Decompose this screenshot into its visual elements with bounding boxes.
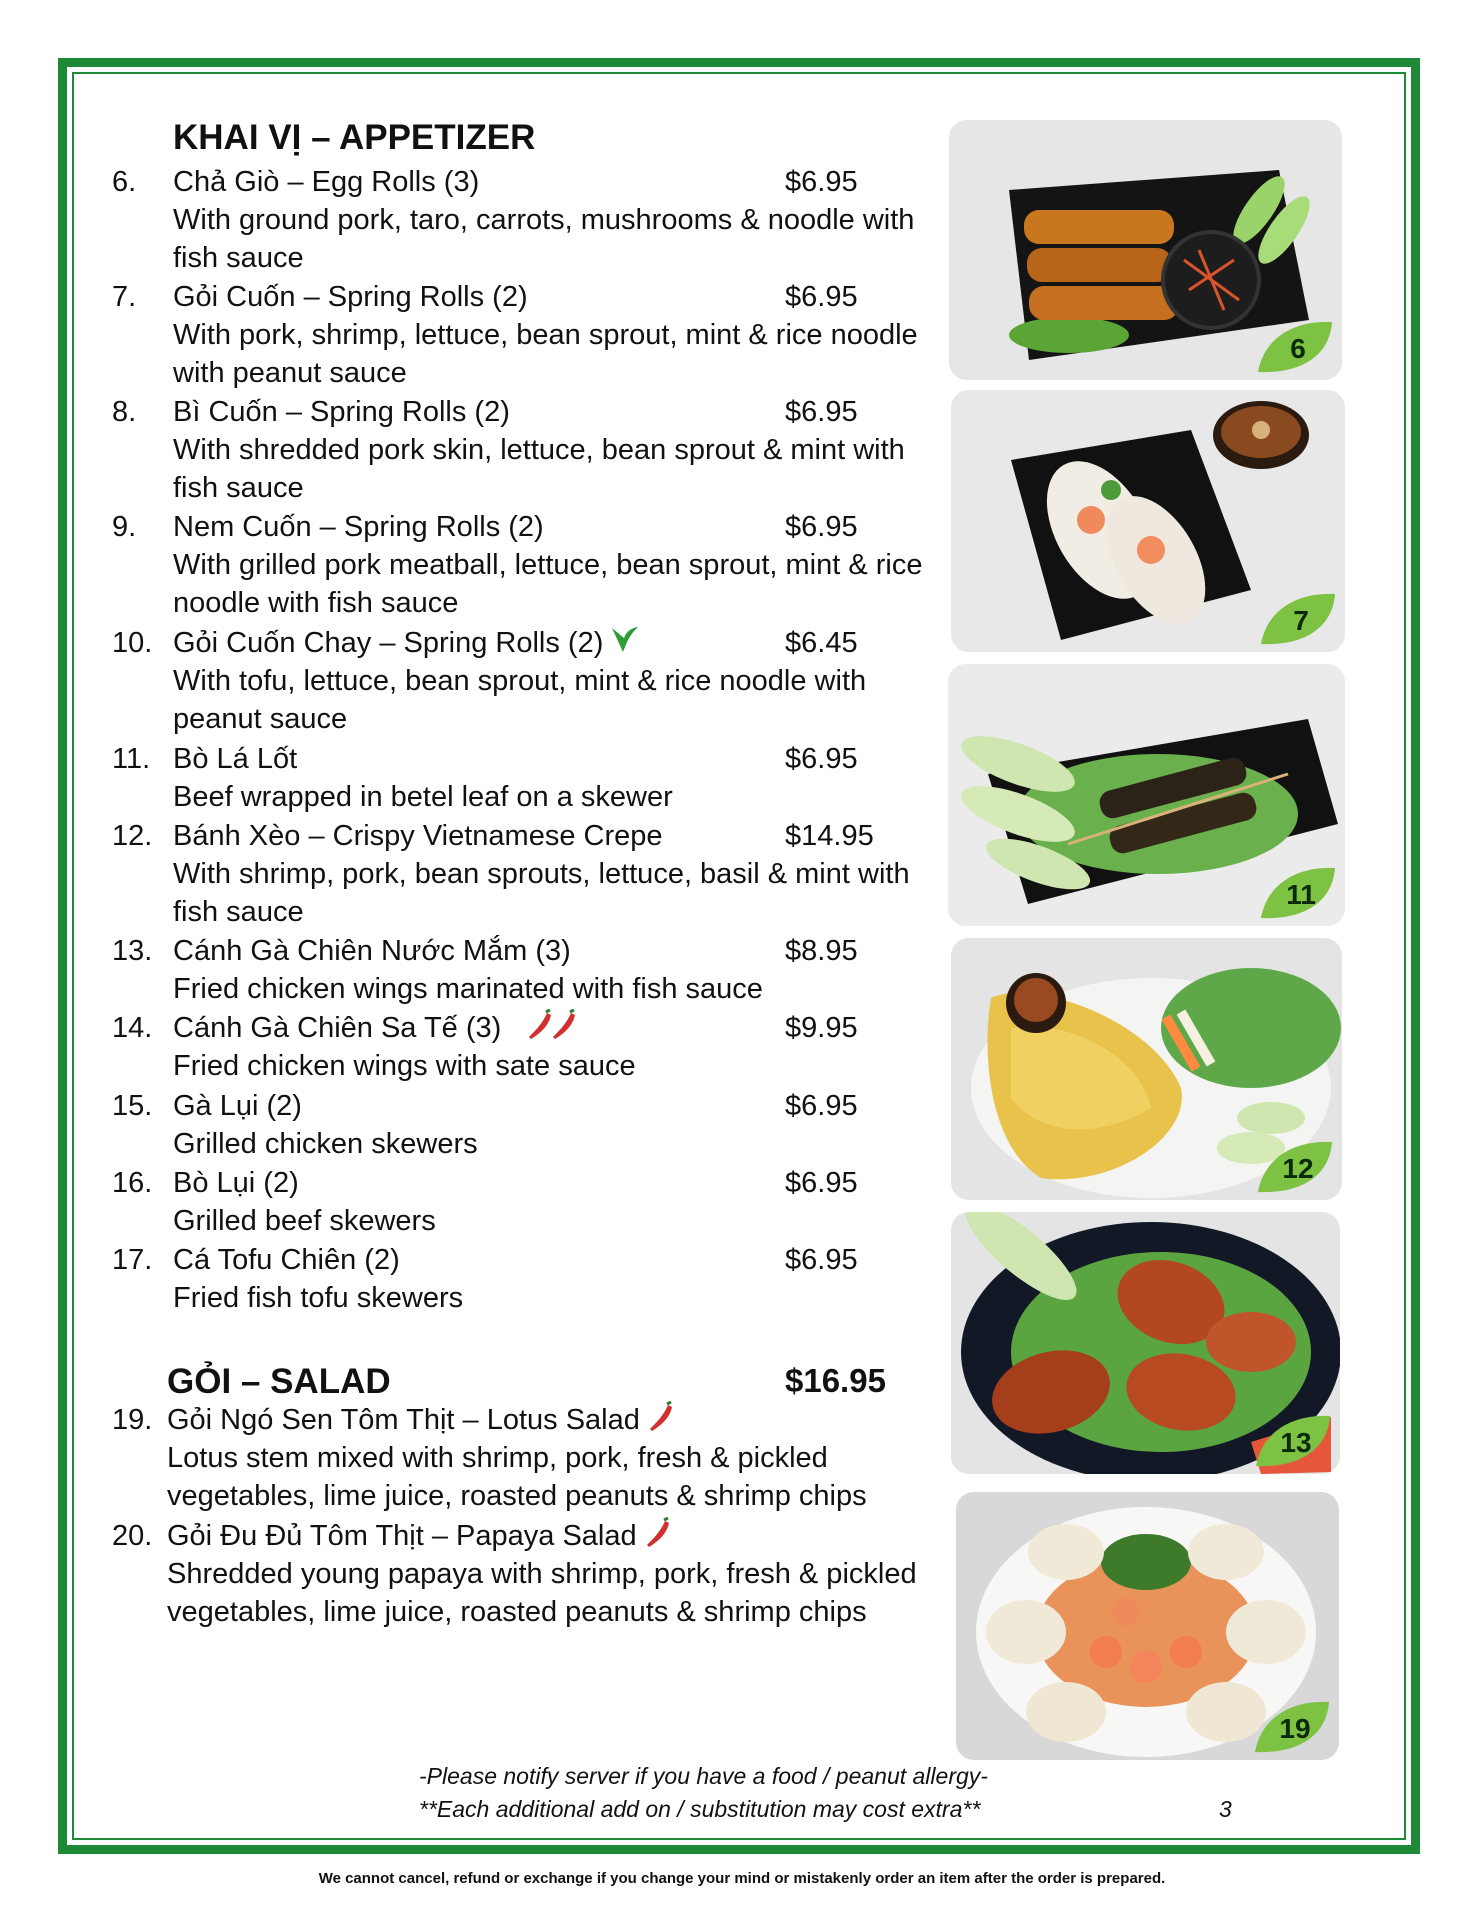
item-price: $6.95 [785,511,858,543]
item-name-text: Bò Lụi (2) [173,1167,299,1199]
item-description-line: peanut sauce [173,703,348,735]
item-price: $14.95 [785,820,874,852]
item-description [167,1439,887,1515]
item-name-text: Cánh Gà Chiên Nước Mắm (3) [173,935,571,967]
photo-crispy-crepe [951,938,1342,1200]
item-description-line: Beef wrapped in betel leaf on a skewer [173,781,673,813]
dish-number-leaf-icon [1252,1412,1334,1470]
double-chili-icon [525,1009,579,1049]
page-number: 3 [1219,1796,1232,1822]
item-name [173,278,528,316]
item-number: 12. [112,820,153,852]
item-name-text: Cá Tofu Chiên (2) [173,1244,400,1276]
item-description-line: vegetables, lime juice, roasted peanuts & shrimp chips [167,1596,867,1628]
item-description-line: noodle with fish sauce [173,587,459,619]
item-name-text: Gỏi Ngó Sen Tôm Thịt – Lotus Salad [167,1404,640,1436]
item-name-text: Bì Cuốn – Spring Rolls (2) [173,396,510,428]
dish-number-leaf-icon [1251,1698,1333,1756]
item-price: $6.95 [785,166,858,198]
item-description [173,855,910,931]
chili-icon [646,1401,676,1441]
item-name [173,508,544,546]
item-number: 17. [112,1244,153,1276]
item-name [173,932,571,970]
item-description-line: With ground pork, taro, carrots, mushrooms & noodle with [173,204,915,236]
dish-number-leaf-icon [1254,1138,1336,1196]
item-price: $6.95 [785,1244,858,1276]
item-description-line: fish sauce [173,472,304,504]
item-price: $9.95 [785,1012,858,1044]
item-description-line: With shredded pork skin, lettuce, bean sprout & mint with [173,434,905,466]
item-description-line: Fried chicken wings with sate sauce [173,1050,636,1082]
svg-text:19: 19 [1279,1713,1311,1744]
chili-icon [643,1517,673,1557]
item-name [167,1517,673,1557]
item-name [173,1164,299,1202]
item-description-line: Shredded young papaya with shrimp, pork, fresh & pickled [167,1558,917,1590]
item-description-line: With grilled pork meatball, lettuce, bean sprout, mint & rice [173,549,923,581]
item-description-line: Grilled chicken skewers [173,1128,478,1160]
salad-section-price: $16.95 [785,1362,886,1399]
item-number: 15. [112,1090,153,1122]
item-name-text: Gỏi Cuốn Chay – Spring Rolls (2) [173,627,604,659]
item-number: 16. [112,1167,153,1199]
item-price: $6.95 [785,396,858,428]
item-name [173,817,663,855]
item-description [167,1555,917,1631]
svg-text:13: 13 [1280,1427,1312,1458]
item-description [173,316,918,392]
disclaimer: We cannot cancel, refund or exchange if you change your mind or mistakenly order an item after the order is prepared. [318,1870,1166,1887]
allergy-note: -Please notify server if you have a food / peanut allergy- [419,1763,988,1789]
item-description-line: Fried fish tofu skewers [173,1282,464,1314]
item-name-text: Chả Giò – Egg Rolls (3) [173,166,480,198]
item-name [173,740,297,778]
item-number: 7. [112,281,137,313]
item-description-line: With shrimp, pork, bean sprouts, lettuce, basil & mint with [173,858,910,890]
item-name [173,163,479,201]
item-description-line: fish sauce [173,242,304,274]
item-number: 9. [112,511,137,543]
dish-number-leaf-icon [1257,590,1339,648]
item-description [173,1279,893,1317]
photo-lotus-salad [956,1492,1339,1760]
item-name [167,1401,676,1441]
item-number: 10. [112,627,153,659]
item-name [173,1241,400,1279]
item-description [173,1125,893,1163]
item-description [173,1047,893,1085]
item-name [173,624,639,664]
item-name-text: Cánh Gà Chiên Sa Tế (3) [173,1012,502,1044]
photo-egg-rolls [949,120,1342,380]
item-description [173,778,893,816]
item-description [173,1202,893,1240]
item-price: $6.95 [785,1167,858,1199]
item-description-line: With pork, shrimp, lettuce, bean sprout, mint & rice noodle [173,319,918,351]
item-description-line: Fried chicken wings marinated with fish sauce [173,973,763,1005]
vegetarian-leaf-icon [609,624,639,664]
svg-text:12: 12 [1282,1153,1314,1184]
item-description [173,431,905,507]
salad-section-title: GỎI – SALAD [167,1362,391,1401]
item-description-line: With tofu, lettuce, bean sprout, mint & rice noodle with [173,665,867,697]
appetizer-section-title: KHAI VỊ – APPETIZER [173,118,536,157]
item-number: 11. [112,743,151,775]
item-description [173,662,893,738]
item-description [173,970,893,1008]
item-description-line: fish sauce [173,896,304,928]
addon-note: **Each additional add on / substitution may cost extra** [419,1796,981,1822]
item-price: $6.95 [785,281,858,313]
item-description-line: with peanut sauce [173,357,407,389]
item-name [173,393,510,431]
item-price: $6.95 [785,1090,858,1122]
item-number: 6. [112,166,137,198]
item-price: $6.45 [785,627,858,659]
item-description [173,546,923,622]
item-number: 8. [112,396,137,428]
item-name-text: Gà Lụi (2) [173,1090,302,1122]
photo-spring-rolls [951,390,1345,652]
svg-text:7: 7 [1293,605,1309,636]
photo-beef-betel-leaf [948,664,1345,926]
item-name [173,1087,302,1125]
dish-number-leaf-icon [1254,318,1336,376]
svg-text:11: 11 [1286,879,1316,910]
item-name-text: Nem Cuốn – Spring Rolls (2) [173,511,544,543]
item-description-line: Grilled beef skewers [173,1205,436,1237]
dish-number-leaf-icon [1257,864,1339,922]
item-price: $6.95 [785,743,858,775]
item-number: 20. [112,1520,153,1552]
photo-chicken-wings [951,1212,1340,1474]
item-description-line: Lotus stem mixed with shrimp, pork, fresh & pickled [167,1442,828,1474]
item-name-text: Bánh Xèo – Crispy Vietnamese Crepe [173,820,663,852]
item-name-text: Gỏi Cuốn – Spring Rolls (2) [173,281,528,313]
item-price: $8.95 [785,935,858,967]
item-name [173,1009,579,1049]
item-description-line: vegetables, lime juice, roasted peanuts & shrimp chips [167,1480,867,1512]
item-number: 14. [112,1012,153,1044]
item-name-text: Gỏi Đu Đủ Tôm Thịt – Papaya Salad [167,1520,637,1552]
item-number: 19. [112,1404,153,1436]
photo-badge-number: 6 [1290,333,1306,364]
item-name-text: Bò Lá Lốt [173,743,298,775]
item-description [173,201,915,277]
item-number: 13. [112,935,153,967]
